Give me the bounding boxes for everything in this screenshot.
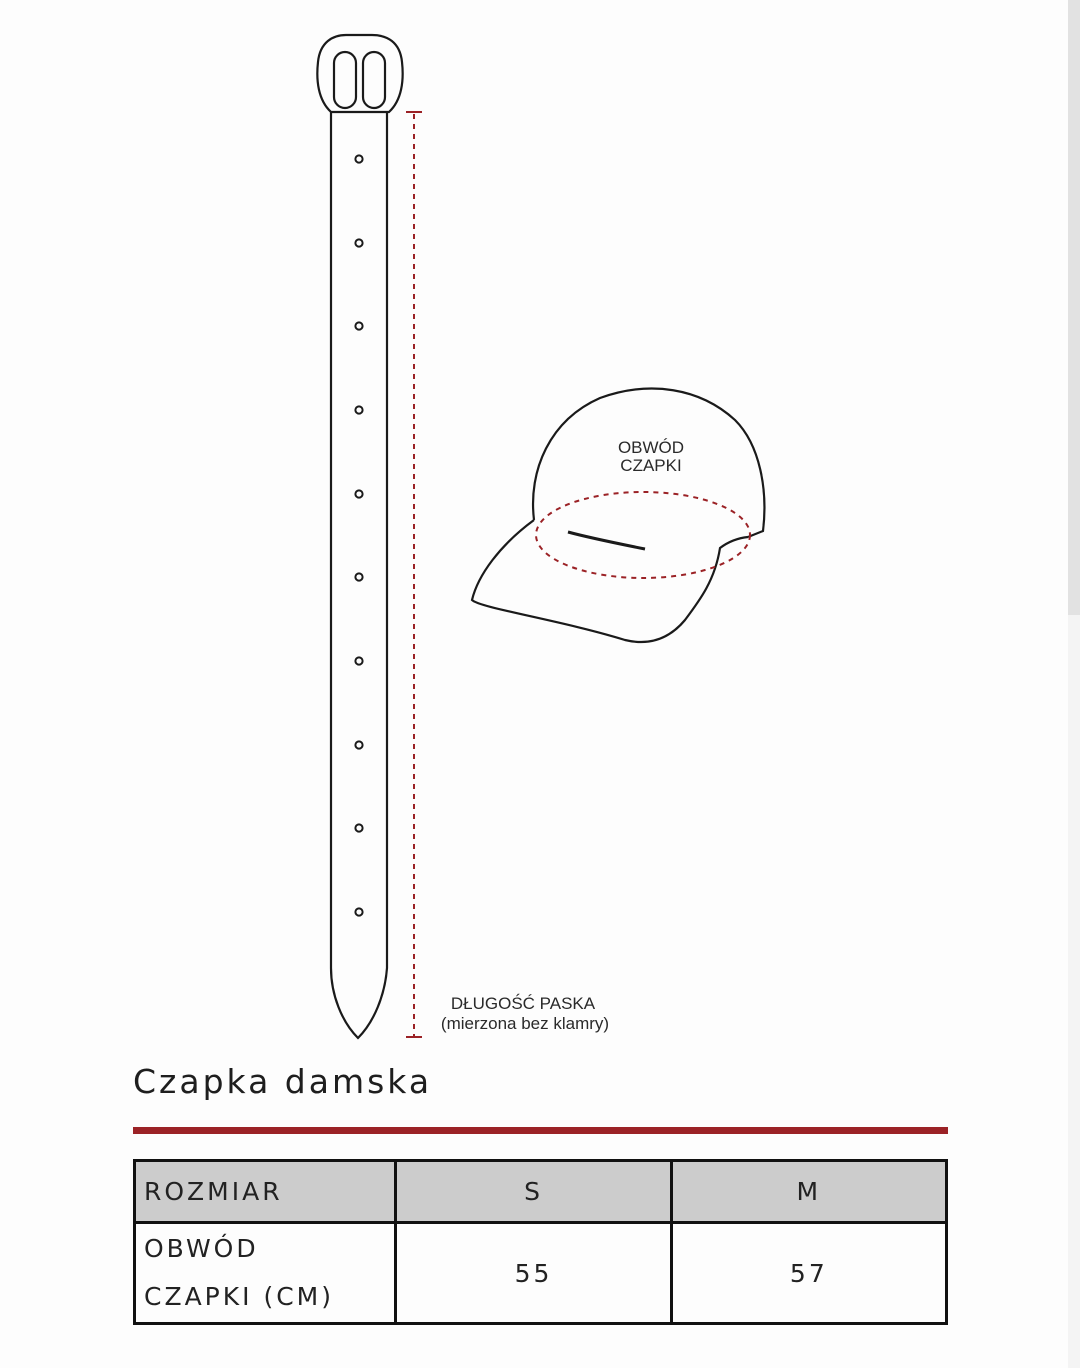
title-divider <box>133 1127 948 1134</box>
table-row-label-line1: OBWÓD <box>144 1234 259 1263</box>
table-header-cell-s: S <box>396 1161 671 1223</box>
cap-circumference-label-2: CZAPKI <box>620 456 682 475</box>
belt-hole <box>355 155 362 162</box>
belt-hole <box>355 741 362 748</box>
belt-strap <box>331 112 387 1038</box>
table-row-label-line2: CZAPKI (CM) <box>144 1282 335 1311</box>
belt-length-measure-line <box>406 112 422 1037</box>
cap-illustration <box>472 389 764 642</box>
belt-hole <box>355 573 362 580</box>
table-cell-value-s: 55 <box>396 1223 671 1324</box>
section-title: Czapka damska <box>133 1062 433 1101</box>
cap-visor <box>472 520 748 642</box>
scrollbar-thumb[interactable] <box>1068 0 1080 615</box>
table-header-cell-m: M <box>671 1161 946 1223</box>
belt-hole <box>355 824 362 831</box>
belt-hole <box>355 406 362 413</box>
table-row <box>135 1223 947 1324</box>
belt-hole <box>355 490 362 497</box>
size-table <box>133 1159 948 1325</box>
belt-buckle-loop <box>317 35 402 112</box>
belt-holes <box>355 155 362 915</box>
scrollbar-track[interactable] <box>1068 0 1080 1368</box>
cap-circumference-label: OBWÓD <box>617 438 685 457</box>
table-row-label <box>135 1223 396 1324</box>
belt-length-note: (mierzona bez klamry) <box>440 1014 610 1033</box>
cap-seam <box>568 532 645 549</box>
table-cell-value-m: 57 <box>671 1223 946 1324</box>
belt-hole <box>355 657 362 664</box>
belt-hole <box>355 908 362 915</box>
table-header-cell-size: ROZMIAR <box>135 1161 396 1223</box>
belt-buckle-slot-right <box>363 52 385 108</box>
belt-illustration <box>317 35 402 1038</box>
belt-hole <box>355 239 362 246</box>
belt-length-label: DŁUGOŚĆ PASKA <box>450 994 596 1013</box>
cap-circumference-ellipse <box>536 492 750 578</box>
table-header-row <box>135 1161 947 1223</box>
belt-buckle-slot-left <box>334 52 356 108</box>
belt-hole <box>355 322 362 329</box>
